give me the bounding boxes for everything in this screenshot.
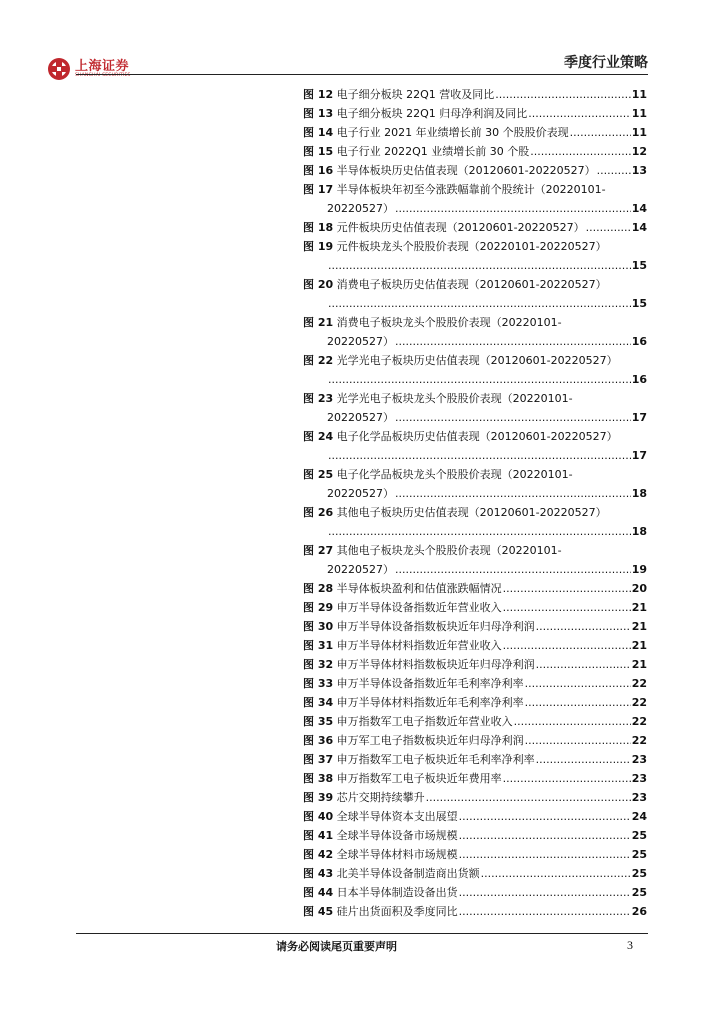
toc-entry[interactable]	[303, 313, 647, 351]
dot-leader	[426, 788, 631, 807]
page-ref: 15	[631, 259, 647, 272]
dot-leader	[459, 826, 631, 845]
figure-number: 图 17	[303, 183, 334, 196]
dot-leader	[328, 446, 631, 465]
figure-number: 图 27	[303, 544, 334, 557]
toc-entry[interactable]	[303, 161, 647, 180]
toc-entry[interactable]	[303, 465, 647, 503]
dot-leader	[459, 845, 631, 864]
dot-leader	[586, 218, 631, 237]
page-ref: 25	[631, 886, 647, 899]
page-ref: 11	[631, 126, 647, 139]
document-type: 季度行业策略	[564, 55, 648, 71]
page-ref: 17	[631, 449, 647, 462]
dot-leader	[536, 655, 631, 674]
figure-number: 图 23	[303, 392, 334, 405]
dot-leader	[495, 85, 630, 104]
figure-number: 图 21	[303, 316, 334, 329]
page-ref: 11	[631, 107, 647, 120]
page-ref: 23	[631, 772, 647, 785]
toc-entry[interactable]	[303, 142, 647, 161]
dot-leader	[328, 294, 631, 313]
toc-entry[interactable]	[303, 598, 647, 617]
figure-title: 其他电子板块龙头个股股价表现（20220101-	[336, 544, 562, 557]
dot-leader	[503, 769, 631, 788]
figure-number: 图 37	[303, 753, 334, 766]
toc-entry[interactable]	[303, 826, 647, 845]
figure-title: 20220527）	[327, 202, 394, 215]
figure-title: 申万半导体材料指数板块近年归母净利润	[336, 658, 535, 671]
figure-title: 半导体板块年初至今涨跌幅靠前个股统计（20220101-	[336, 183, 606, 196]
dot-leader	[395, 199, 631, 218]
figure-title: 申万半导体材料指数近年营业收入	[336, 639, 502, 652]
figure-number: 图 30	[303, 620, 334, 633]
dot-leader	[503, 598, 631, 617]
page-ref: 21	[631, 620, 647, 633]
figure-title: 日本半导体制造设备出货	[336, 886, 458, 899]
dot-leader	[459, 902, 631, 921]
figure-title: 20220527）	[327, 411, 394, 424]
dot-leader	[328, 370, 631, 389]
toc-entry[interactable]	[303, 845, 647, 864]
figure-title: 申万半导体设备指数近年毛利率净利率	[336, 677, 524, 690]
dot-leader	[570, 123, 631, 142]
page-number: 3	[627, 938, 633, 952]
figure-title: 电子化学品板块龙头个股股价表现（20220101-	[336, 468, 573, 481]
dot-leader	[395, 408, 631, 427]
figure-number: 图 44	[303, 886, 334, 899]
toc-entry[interactable]	[303, 769, 647, 788]
figure-number: 图 20	[303, 278, 334, 291]
toc-entry[interactable]	[303, 674, 647, 693]
page-ref: 19	[631, 563, 647, 576]
toc-entry[interactable]	[303, 389, 647, 427]
figure-title: 20220527）	[327, 335, 394, 348]
dot-leader	[536, 617, 631, 636]
toc-entry[interactable]	[303, 788, 647, 807]
figure-title: 申万指数军工电子指数近年营业收入	[336, 715, 513, 728]
figure-number: 图 38	[303, 772, 334, 785]
toc-entry[interactable]	[303, 636, 647, 655]
dot-leader	[459, 883, 631, 902]
page-ref: 21	[631, 601, 647, 614]
page-ref: 20	[631, 582, 647, 595]
figure-number: 图 36	[303, 734, 334, 747]
toc-entry[interactable]	[303, 104, 647, 123]
dot-leader	[503, 579, 631, 598]
toc-entry[interactable]	[303, 237, 647, 275]
toc-entry[interactable]	[303, 503, 647, 541]
figure-title: 电子行业 2022Q1 业绩增长前 30 个股	[336, 145, 530, 158]
toc-entry[interactable]	[303, 864, 647, 883]
figure-number: 图 12	[303, 88, 334, 101]
dot-leader	[503, 636, 631, 655]
figure-number: 图 14	[303, 126, 334, 139]
page-ref: 25	[631, 848, 647, 861]
figure-number: 图 25	[303, 468, 334, 481]
dot-leader	[525, 674, 631, 693]
dot-leader	[536, 750, 631, 769]
figure-number: 图 39	[303, 791, 334, 804]
figure-number: 图 24	[303, 430, 334, 443]
toc-entry[interactable]	[303, 275, 647, 313]
toc-entry[interactable]	[303, 180, 647, 218]
figure-title: 全球半导体材料市场规模	[336, 848, 458, 861]
dot-leader	[395, 560, 631, 579]
page-ref: 22	[631, 696, 647, 709]
figure-number: 图 16	[303, 164, 334, 177]
page-ref: 16	[631, 373, 647, 386]
page-ref: 17	[631, 411, 647, 424]
figure-number: 图 33	[303, 677, 334, 690]
toc-entry[interactable]	[303, 807, 647, 826]
figure-number: 图 45	[303, 905, 334, 918]
figure-number: 图 34	[303, 696, 334, 709]
figure-number: 图 43	[303, 867, 334, 880]
figure-number: 图 31	[303, 639, 334, 652]
page-ref: 25	[631, 829, 647, 842]
figure-number: 图 28	[303, 582, 334, 595]
figure-title: 申万半导体设备指数板块近年归母净利润	[336, 620, 535, 633]
figure-title: 消费电子板块龙头个股股价表现（20220101-	[336, 316, 562, 329]
figure-title: 20220527）	[327, 563, 394, 576]
page-ref: 21	[631, 658, 647, 671]
page-ref: 24	[631, 810, 647, 823]
figure-number: 图 29	[303, 601, 334, 614]
logo-chinese-name: 上海证券	[75, 58, 130, 74]
page-ref: 22	[631, 734, 647, 747]
toc-entry[interactable]	[303, 731, 647, 750]
figure-title: 北美半导体设备制造商出货额	[336, 867, 480, 880]
figure-title: 电子细分板块 22Q1 营收及同比	[336, 88, 495, 101]
toc-entry[interactable]	[303, 617, 647, 636]
dot-leader	[530, 142, 630, 161]
figure-title: 申万半导体材料指数近年毛利率净利率	[336, 696, 524, 709]
page-ref: 23	[631, 753, 647, 766]
page-ref: 26	[631, 905, 647, 918]
footer-divider	[76, 933, 648, 934]
dot-leader	[481, 864, 631, 883]
figure-number: 图 18	[303, 221, 334, 234]
dot-leader	[597, 161, 631, 180]
figure-title: 电子细分板块 22Q1 归母净利润及同比	[336, 107, 528, 120]
figure-number: 图 15	[303, 145, 334, 158]
figure-number: 图 42	[303, 848, 334, 861]
page-ref: 13	[631, 164, 647, 177]
figure-title: 申万半导体设备指数近年营业收入	[336, 601, 502, 614]
toc-entry[interactable]	[303, 541, 647, 579]
figure-title: 元件板块历史估值表现（20120601-20220527）	[336, 221, 585, 234]
dot-leader	[395, 332, 631, 351]
figure-number: 图 22	[303, 354, 334, 367]
logo-icon	[47, 57, 71, 81]
page-ref: 21	[631, 639, 647, 652]
page-ref: 12	[631, 145, 647, 158]
toc-entry[interactable]	[303, 693, 647, 712]
figure-number: 图 19	[303, 240, 334, 253]
disclaimer-note: 请务必阅读尾页重要声明	[276, 940, 397, 953]
page-ref: 15	[631, 297, 647, 310]
figure-title: 申万军工电子指数板块近年归母净利润	[336, 734, 524, 747]
page-ref: 25	[631, 867, 647, 880]
logo-english-name: SHANGHAI SECURITIES	[75, 72, 131, 78]
figure-number: 图 13	[303, 107, 334, 120]
dot-leader	[395, 484, 631, 503]
figure-title: 申万指数军工电子板块近年毛利率净利率	[336, 753, 535, 766]
page-ref: 18	[631, 525, 647, 538]
page-ref: 22	[631, 677, 647, 690]
page-ref: 22	[631, 715, 647, 728]
dot-leader	[525, 731, 631, 750]
page-ref: 11	[631, 88, 647, 101]
toc-entry[interactable]	[303, 579, 647, 598]
toc-entry[interactable]	[303, 883, 647, 902]
toc-entry[interactable]	[303, 427, 647, 465]
figure-list	[303, 85, 647, 921]
figure-title: 硅片出货面积及季度同比	[336, 905, 458, 918]
company-logo	[47, 57, 131, 81]
figure-title: 元件板块龙头个股股价表现（20220101-20220527）	[336, 240, 607, 253]
page-ref: 14	[631, 221, 647, 234]
figure-number: 图 40	[303, 810, 334, 823]
toc-entry[interactable]	[303, 750, 647, 769]
figure-title: 消费电子板块历史估值表现（20120601-20220527）	[336, 278, 607, 291]
page-ref: 23	[631, 791, 647, 804]
toc-entry[interactable]	[303, 655, 647, 674]
dot-leader	[525, 693, 631, 712]
figure-title: 20220527）	[327, 487, 394, 500]
page-ref: 16	[631, 335, 647, 348]
figure-number: 图 35	[303, 715, 334, 728]
figure-title: 电子行业 2021 年业绩增长前 30 个股股价表现	[336, 126, 569, 139]
toc-entry[interactable]	[303, 85, 647, 104]
dot-leader	[514, 712, 631, 731]
figure-title: 半导体板块历史估值表现（20120601-20220527）	[336, 164, 596, 177]
figure-number: 图 32	[303, 658, 334, 671]
toc-entry[interactable]	[303, 902, 647, 921]
header-divider	[76, 74, 648, 75]
dot-leader	[328, 256, 631, 275]
figure-number: 图 41	[303, 829, 334, 842]
figure-title: 电子化学品板块历史估值表现（20120601-20220527）	[336, 430, 618, 443]
figure-title: 申万指数军工电子板块近年费用率	[336, 772, 502, 785]
figure-title: 全球半导体资本支出展望	[336, 810, 458, 823]
figure-title: 芯片交期持续攀升	[336, 791, 425, 804]
dot-leader	[459, 807, 631, 826]
figure-title: 全球半导体设备市场规模	[336, 829, 458, 842]
figure-title: 光学光电子板块龙头个股股价表现（20220101-	[336, 392, 573, 405]
page-ref: 14	[631, 202, 647, 215]
page-header	[0, 0, 724, 80]
figure-title: 其他电子板块历史估值表现（20120601-20220527）	[336, 506, 607, 519]
toc-entry[interactable]	[303, 351, 647, 389]
toc-entry[interactable]	[303, 123, 647, 142]
figure-title: 光学光电子板块历史估值表现（20120601-20220527）	[336, 354, 618, 367]
toc-entry[interactable]	[303, 218, 647, 237]
dot-leader	[528, 104, 630, 123]
page-ref: 18	[631, 487, 647, 500]
figure-number: 图 26	[303, 506, 334, 519]
toc-entry[interactable]	[303, 712, 647, 731]
figure-title: 半导体板块盈利和估值涨跌幅情况	[336, 582, 502, 595]
dot-leader	[328, 522, 631, 541]
